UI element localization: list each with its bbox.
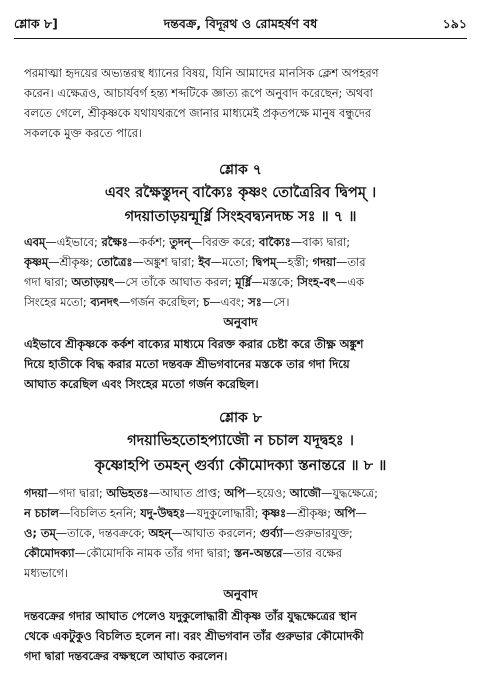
synonym-word: চ [203,295,210,309]
text-line: পরমাত্মা হৃদয়ের অভ্যন্তরস্থ ধ্যানের বিষয়, যিনি আমাদের মানসিক ক্লেশ অপহরণ [24,66,379,80]
synonym-meaning: —শ্রীকৃষ্ণ; [48,255,97,269]
synonym-word: তুদন্ [169,235,191,249]
synonym-word: সঃ [248,295,262,309]
running-header [14,14,467,36]
text-line: থেকে একটুকুও বিচলিত হলেন না। বরং শ্রীভগবান তাঁর গুরুভার কৌমোদকী [24,629,364,643]
synonym-meaning: মধ্যভাগে। [24,566,68,580]
verse-7-heading: শ্লোক ৭ [219,162,262,178]
synonym-meaning: —সে তাঁকে আঘাত করল; [114,275,236,289]
synonym-meaning: —গদা দ্বারা; [47,486,107,500]
synonym-meaning: —গর্জন করেছিল; [118,295,204,309]
text-line: আঘাত করেছিল এবং সিংহের মতো গর্জন করেছিল। [24,377,259,391]
synonym-word: মূর্ধ্নি [235,275,252,289]
synonym-line [24,252,460,272]
synonym-meaning: —বিরক্ত করে; [190,235,259,249]
synonym-word: কৃষ্ণঃ [262,506,287,520]
verse-7-line-1: এবং রক্ষৈস্তুদন্ বাক্যৈঃ কৃষ্ণং তোত্রৈরিব দ্বিপম্ । [104,185,377,201]
synonym-word: গদয়া [24,486,48,500]
synonym-word: অভিহতঃ [106,486,149,500]
synonym-line [24,232,460,252]
synonym-line [24,292,460,312]
verse-7-translation-heading: অনুবাদ [223,315,258,329]
synonym-meaning: —বাক্য দ্বারা; [290,235,351,249]
synonym-word: ব্যনদৎ [90,295,119,309]
synonym-line [24,563,460,583]
synonym-line [24,523,460,543]
text-line: সকলকে মুক্ত করতে পারে। [24,126,143,140]
synonym-meaning: —যদুকুলোদ্ধারী; [185,506,263,520]
synonym-word: সিংহ-বৎ [297,275,336,289]
text-line: বলতে গেলে, শ্রীকৃষ্ণকে যথাযথরূপে জানার মাধ্যমেই প্রকৃতপক্ষে মানুষ বন্ধুদের [24,106,372,120]
text-line: করেন। এক্ষেত্রও, আচার্যবর্গ হন্ত্য শব্দটিকে জ্ঞাত্য রূপে অনুবাদ করেছেন; অথবা [24,86,373,100]
synonym-word: গুর্ব্যা [259,526,283,540]
synonym-meaning: — [355,506,367,520]
synonym-word: স্তন-অন্তরে [234,546,283,560]
intro-paragraph [24,63,460,143]
verse-8-translation-heading: অনুবাদ [223,587,258,601]
verse-8-line-1: গদয়াভিহতোহপ্যাজৌ ন চচাল যদূদ্বহঃ । [127,433,354,449]
synonym-meaning: গদা দ্বারা; [24,275,72,289]
synonym-meaning: —হস্তী; [276,255,313,269]
synonym-meaning: —সে। [261,295,290,309]
synonym-word: আজৌ [289,486,322,500]
verse-7-translation [24,334,460,394]
synonym-line [24,543,460,563]
header-verse-ref: শ্লোক ৮] [14,16,58,31]
synonym-meaning: —এবং; [209,295,249,309]
synonym-meaning: —মস্তকে; [251,275,298,289]
header-chapter-title: দন্তবক্র, বিদূরথ ও রোমহর্ষণ বধ [163,16,318,31]
verse-8-line-2: কৃষ্ণোহপি তমহন্ গুর্ব্যা কৌমোদক্যা স্তনান্তরে ॥ ৮ ॥ [94,458,387,474]
synonym-meaning: —হয়েও; [245,486,290,500]
synonym-line [24,272,460,292]
synonym-word: অপি [224,486,246,500]
synonym-line [24,503,460,523]
text-line: এইভাবে শ্রীকৃষ্ণকে কর্কশ বাক্যের মাধ্যমে বিরক্ত করার চেষ্টা করে তীক্ষ্ণ অঙ্কুশ [24,337,364,351]
synonym-word: রক্ষৈঃ [101,235,128,249]
synonym-word: কৌমোদক্যা [24,546,75,560]
synonym-meaning: সিংহের মতো; [24,295,91,309]
verse-8-heading: শ্লোক ৮ [219,410,262,426]
synonym-word: দ্বিপম্ [252,255,277,269]
synonym-word: ন চচাল [24,506,59,520]
synonym-meaning: —অঙ্কুশ দ্বারা; [132,255,199,269]
synonym-word: গদয়া [312,255,337,269]
synonym-meaning: —আঘাত প্রাপ্ত; [148,486,225,500]
synonym-meaning: —তাকে, দন্তবক্রকে; [55,526,149,540]
synonym-meaning: —তার বক্ষের [282,546,342,560]
synonym-word: কৃষ্ণম্ [24,255,49,269]
verse-8-translation [24,606,460,666]
synonym-meaning: —কৌমোদকি নামক তাঁর গদা দ্বারা; [74,546,235,560]
synonym-word: অহন্ [148,526,172,540]
synonym-word: এবম্ [24,235,46,249]
synonym-word: অতাড়য়ৎ [71,275,115,289]
synonym-meaning: —শ্রীকৃষ্ণ; [286,506,335,520]
synonym-meaning: —মতো; [210,255,253,269]
synonym-meaning: —বিচলিত হননি; [58,506,141,520]
synonym-meaning: —যুদ্ধক্ষেত্রে; [321,486,378,500]
synonym-word: তোত্রৈঃ [96,255,133,269]
verse-8-synonyms [24,483,460,583]
text-line: দিয়ে হাতীকে বিদ্ধ করার মতো দন্তবক্র শ্রীভগবানের মস্তকে তার গদা দিয়ে [24,357,350,371]
verse-7-synonyms [24,232,460,312]
synonym-meaning: —কর্কশ; [127,235,170,249]
synonym-meaning: —গুরুভারযুক্ত; [282,526,353,540]
synonym-meaning: —এক [336,275,365,289]
synonym-word: ইব [198,255,211,269]
header-rule [14,38,467,39]
synonym-meaning: —এইভাবে; [45,235,102,249]
verse-7-line-2: গদয়াতাড়য়ন্মূর্ধ্নি সিংহবদ্ব্যনদচ্চ সঃ ॥ ৭ ॥ [124,209,357,225]
synonym-word: অপি [334,506,356,520]
text-line: গদা দ্বারা দন্তবক্রের বক্ষস্থলে আঘাত করলেন। [24,649,228,663]
synonym-word: ও; তম্ [24,526,56,540]
text-line: দন্তবক্রের গদার আঘাত পেলেও যদুকুলোদ্ধারী শ্রীকৃষ্ণ তাঁর যুদ্ধক্ষেত্রের স্থান [24,609,357,623]
header-page-number: ১৯১ [442,16,467,31]
synonym-word: যদু-উদ্বহঃ [140,506,186,520]
synonym-meaning: —আঘাত করলেন; [171,526,260,540]
synonym-word: বাক্যৈঃ [258,235,291,249]
synonym-line [24,483,460,503]
synonym-meaning: —তার [336,255,366,269]
